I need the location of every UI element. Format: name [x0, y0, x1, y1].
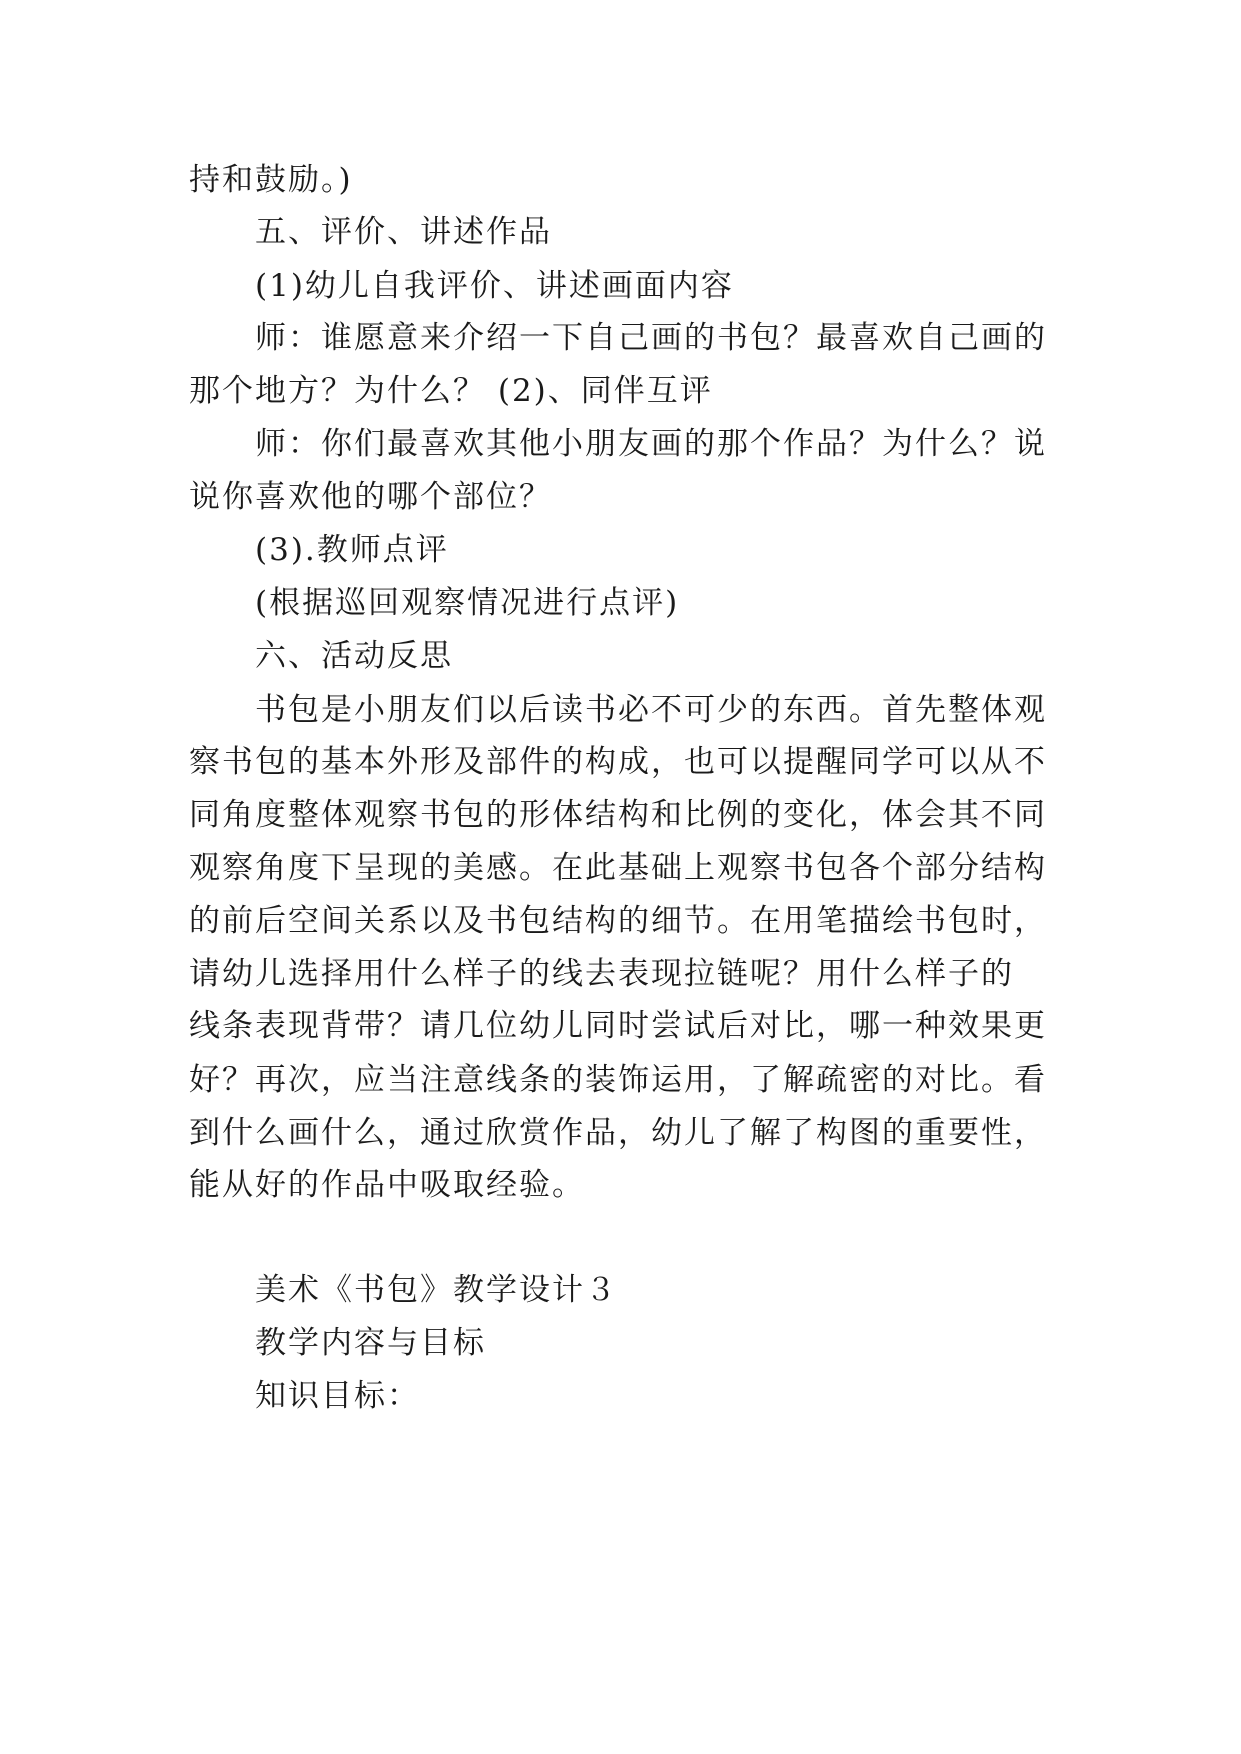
text-line: (根据巡回观察情况进行点评): [255, 585, 680, 621]
document-title: 美术《书包》教学设计３: [255, 1272, 618, 1308]
text-line: 知识目标：: [255, 1378, 420, 1414]
text-line: 能从好的作品中吸取经验。: [189, 1167, 585, 1203]
text-line: 察书包的基本外形及部件的构成，也可以提醒同学可以从不: [189, 744, 1047, 780]
text-line: 请幼儿选择用什么样子的线去表现拉链呢？用什么样子的: [189, 956, 1014, 992]
section-heading: 六、活动反思: [255, 638, 453, 674]
text-line: 好？再次，应当注意线条的装饰运用，了解疏密的对比。看: [189, 1062, 1047, 1098]
text-line: 到什么画什么，通过欣赏作品，幼儿了解了构图的重要性，: [189, 1115, 1047, 1151]
text-line: (3).教师点评: [255, 532, 449, 568]
text-line: (1)幼儿自我评价、讲述画面内容: [255, 268, 734, 304]
section-heading: 教学内容与目标: [255, 1325, 486, 1361]
text-line: 师：你们最喜欢其他小朋友画的那个作品？为什么？说: [255, 426, 1047, 462]
text-line: 观察角度下呈现的美感。在此基础上观察书包各个部分结构: [189, 850, 1047, 886]
text-line: 的前后空间关系以及书包结构的细节。在用笔描绘书包时，: [189, 903, 1047, 939]
text-line: 师：谁愿意来介绍一下自己画的书包？最喜欢自己画的: [255, 320, 1047, 356]
text-line: 线条表现背带？请几位幼儿同时尝试后对比，哪一种效果更: [189, 1008, 1047, 1044]
text-line: 说你喜欢他的哪个部位？: [189, 479, 552, 515]
text-line: 持和鼓励。): [189, 162, 353, 198]
text-line: 书包是小朋友们以后读书必不可少的东西。首先整体观: [255, 692, 1047, 728]
text-line: 同角度整体观察书包的形体结构和比例的变化，体会其不同: [189, 797, 1047, 833]
section-heading: 五、评价、讲述作品: [255, 214, 552, 250]
text-line: 那个地方？为什么？ (2)、同伴互评: [189, 373, 713, 409]
